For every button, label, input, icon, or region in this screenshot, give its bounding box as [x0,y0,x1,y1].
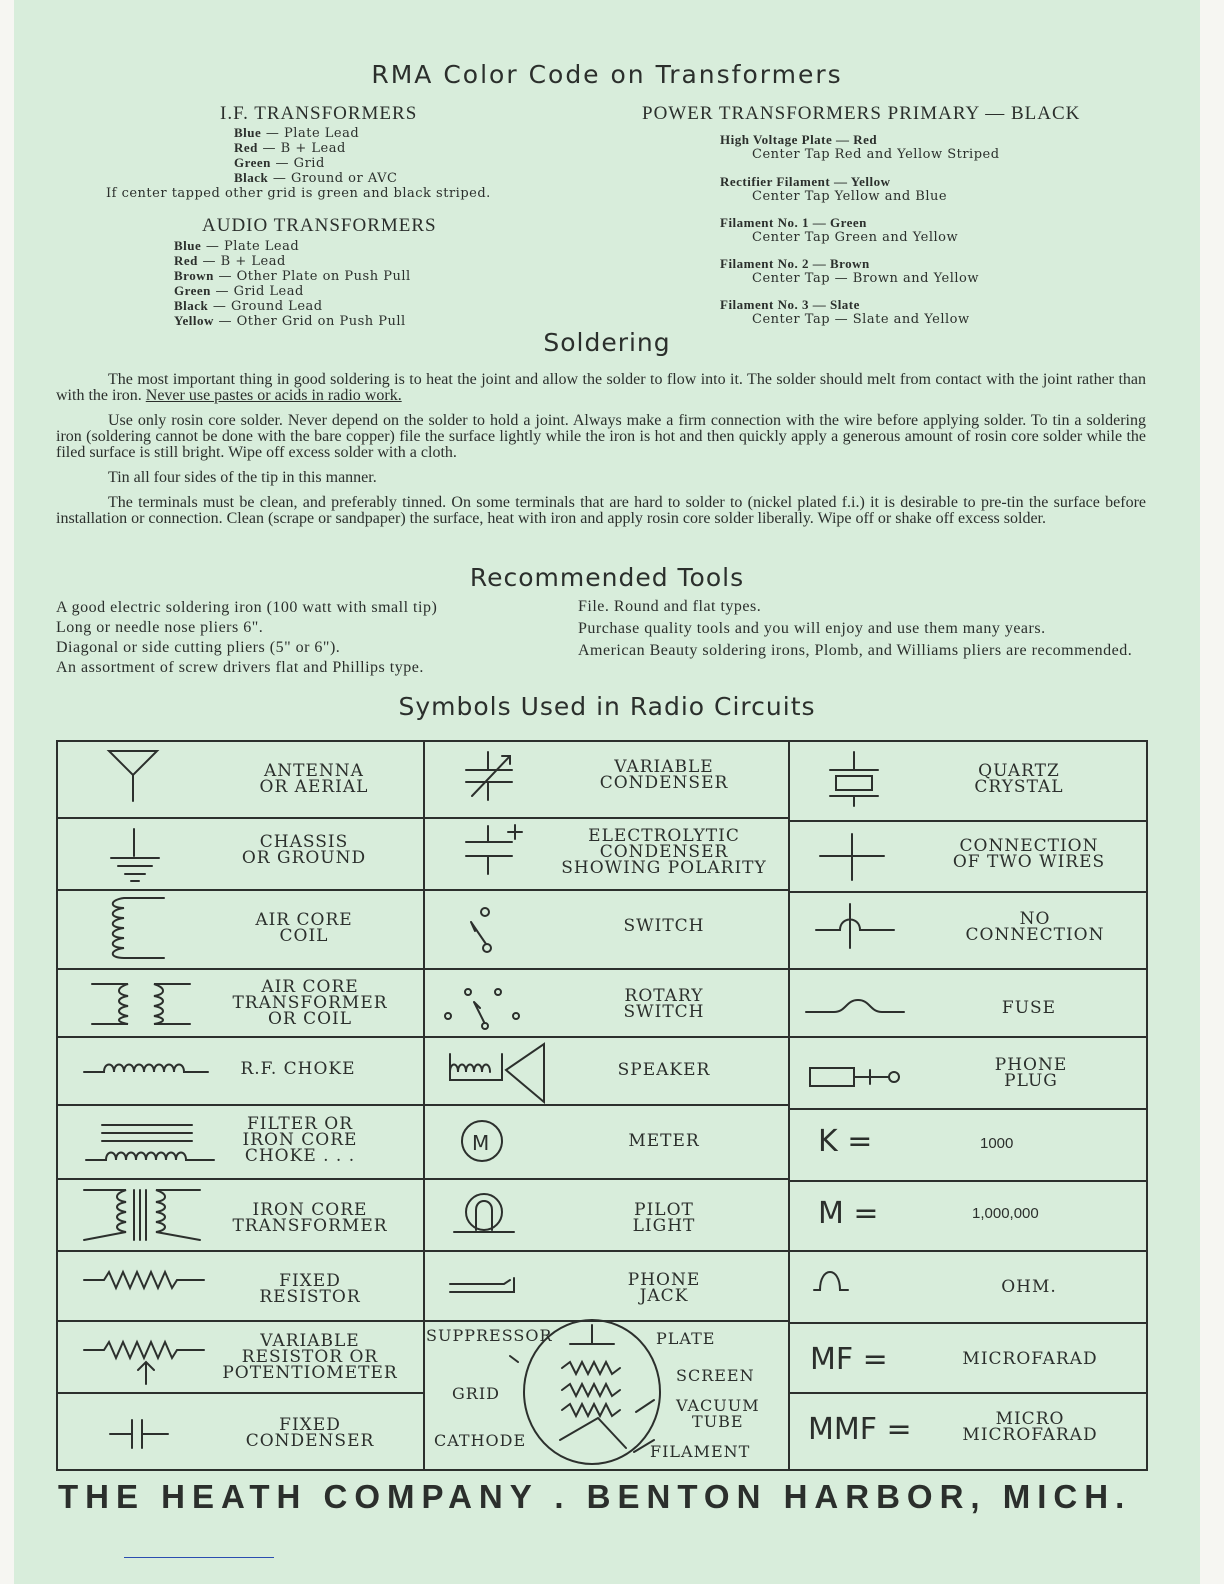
fixed-resistor-icon [84,1272,204,1288]
k-value: 1000 [980,1135,1014,1152]
m-symbol: M = [818,1196,879,1231]
air-core-transformer-icon [92,984,190,1024]
label-speaker: SPEAKER [617,1060,711,1080]
switch-icon [471,908,491,952]
m-value: 1,000,000 [972,1205,1039,1222]
label-variable-condenser: VARIABLE CONDENSER [599,757,729,793]
tube-screen-label: SCREEN [676,1366,755,1385]
rf-choke-icon [84,1065,208,1073]
phone-plug-icon [810,1068,899,1086]
tube-cathode-label: CATHODE [434,1431,527,1450]
soldering-text: The most important thing in good soldering is to heat the joint and allow the solder to flow into it. The solder should melt from contact with the joint rather than with the iron. Never use pastes or acids in radio work. Use only rosin core solder. Never depend on the solder to hold a joint. Always make a firm connection with the wire before applying solder. To tin a soldering iron (soldering cannot be done with the bare copper) file the surface lightly while the iron is hot and then quickly apply a generous amount of rosin core solder while the filed surface is still bright. Wipe off excess solder with a cloth. Tin all four sides of the tip in this manner. The terminals must be clean, and preferably tinned. On some terminals that are hard to solder to (nickel plated f.i.) it is desirable to pre-tin the surface before installation or connection. Clean (scrape or sandpaper) the surface, heat with iron and apply rosin core solder liberally. Wipe off or shake off excess solder. [56,371,1146,527]
label-air-core-transformer: AIR CORE TRANSFORMER OR COIL [232,977,388,1029]
label-variable-resistor: VARIABLE RESISTOR OR POTENTIOMETER [222,1331,398,1383]
label-antenna: ANTENNA OR AERIAL [259,761,369,797]
meter-icon [462,1121,502,1161]
label-fixed-condenser: FIXED CONDENSER [245,1415,375,1451]
blue-rule [124,1557,274,1558]
label-microfarad: MICROFARAD [962,1349,1098,1369]
iron-core-choke-icon [86,1125,214,1160]
pilot-light-icon [454,1194,514,1232]
variable-condenser-icon [466,752,512,800]
tube-vacuum-label: VACUUM TUBE [676,1396,760,1431]
circuit-symbols [14,0,1200,1584]
label-quartz-crystal: QUARTZ CRYSTAL [974,761,1064,797]
if-transformers-heading: I.F. TRANSFORMERS [220,103,418,124]
ohm-icon [814,1272,848,1290]
label-pilot-light: PILOT LIGHT [632,1200,696,1236]
company-footer: THE HEATH COMPANY . BENTON HARBOR, MICH. [58,1478,1132,1515]
wire-crossing-icon [816,904,894,948]
label-rf-choke: R.F. CHOKE [240,1059,356,1079]
mf-symbol: MF = [810,1342,888,1377]
antenna-icon [109,751,157,801]
label-ohm: OHM. [1001,1277,1057,1297]
label-air-core-coil: AIR CORE COIL [255,910,353,946]
tube-filament-label: FILAMENT [650,1442,751,1461]
electrolytic-condenser-icon [466,825,522,874]
label-fixed-resistor: FIXED RESISTOR [259,1271,361,1307]
tube-plate-label: PLATE [656,1329,716,1348]
tube-grid-label: GRID [452,1384,500,1403]
label-rotary-switch: ROTARY SWITCH [623,986,705,1022]
label-connection-two-wires: CONNECTION OF TWO WIRES [952,836,1106,872]
fixed-condenser-icon [110,1420,168,1448]
audio-transformer-list: Blue — Plate Lead Red — B + Lead Brown — Other Plate on Push Pull Green — Grid Lead Black — Ground Lead Yellow — Other Grid on Push Pull [174,238,411,329]
phone-jack-icon [450,1278,514,1292]
tube-suppressor-label: SUPPRESSOR [426,1326,553,1345]
vacuum-tube-icon [510,1320,660,1464]
if-transformer-list: Blue — Plate Lead Red — B + Lead Green — Grid Black — Ground or AVC [234,125,398,186]
symbols-title: Symbols Used in Radio Circuits [398,692,816,721]
ground-icon [111,829,159,881]
wire-connection-icon [820,834,884,880]
variable-resistor-icon [84,1342,204,1384]
tools-right-list: File. Round and flat types. Purchase quality tools and you will enjoy and use them many years. American Beauty soldering irons, Plomb, and Williams pliers are recommended. [578,598,1133,659]
label-electrolytic-condenser: ELECTROLYTIC CONDENSER SHOWING POLARITY [561,826,767,878]
label-micro-microfarad: MICRO MICROFARAD [962,1409,1098,1445]
label-iron-core-transformer: IRON CORE TRANSFORMER [232,1200,388,1236]
label-meter: METER [628,1131,700,1151]
label-chassis-ground: CHASSIS OR GROUND [241,832,367,868]
mmf-symbol: MMF = [808,1412,912,1447]
meter-letter: M [472,1131,490,1155]
air-core-coil-icon [113,898,164,958]
rma-title: RMA Color Code on Transformers [371,60,843,89]
label-phone-jack: PHONE JACK [627,1270,701,1306]
tools-title: Recommended Tools [469,563,745,592]
k-symbol: K = [818,1124,873,1159]
iron-core-transformer-icon [84,1190,200,1240]
quartz-crystal-icon [830,752,878,806]
fuse-icon [806,1000,904,1012]
power-transformer-list: High Voltage Plate — Red Center Tap Red and Yellow Striped Rectifier Filament — Yellow Center Tap Yellow and Blue Filament No. 1 — Green Center Tap Green and Yellow Filament No. 2 — Brown Center Tap — Brown and Yellow Filament No. 3 — Slate Center Tap — Slate and Yellow [720,132,1000,327]
speaker-icon [450,1044,544,1102]
document-page [14,0,1200,1584]
tools-left-list: A good electric soldering iron (100 watt with small tip) Long or needle nose pliers 6". Diagonal or side cutting pliers (5" or 6"). An assortment of screw drivers flat and Phillips type. [56,599,438,676]
power-transformers-heading: POWER TRANSFORMERS PRIMARY — BLACK [642,103,1081,124]
label-filter-choke: FILTER OR IRON CORE CHOKE . . . [242,1114,358,1166]
audio-transformers-heading: AUDIO TRANSFORMERS [202,215,437,236]
if-note: If center tapped other grid is green and black striped. [106,186,491,201]
label-fuse: FUSE [1001,998,1057,1018]
label-switch: SWITCH [623,916,705,936]
label-phone-plug: PHONE PLUG [994,1055,1068,1091]
rotary-switch-icon [445,989,519,1029]
soldering-title: Soldering [543,328,671,357]
label-no-connection: NO CONNECTION [965,909,1105,945]
